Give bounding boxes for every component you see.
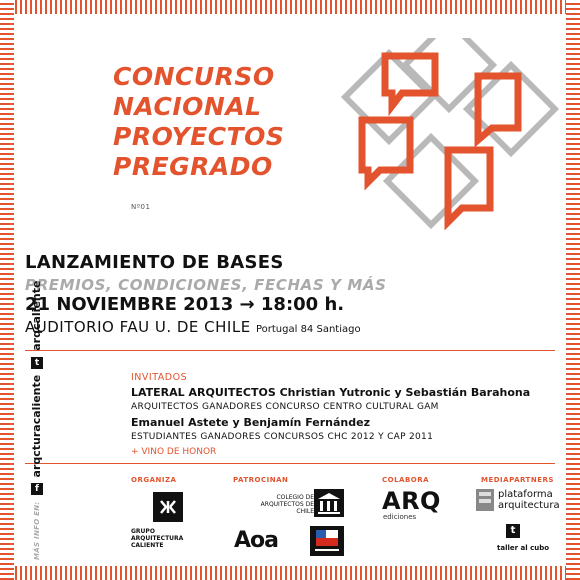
guests-header: INVITADOS: [131, 372, 188, 383]
gac-logo: [131, 492, 191, 549]
section-organiza: ORGANIZA: [131, 476, 177, 484]
speech-bubbles-logo-icon: [340, 38, 560, 238]
taller-al-cubo-icon: t: [506, 524, 520, 538]
divider-line: [25, 463, 555, 464]
subheadline: PREMIOS, CONDICIONES, FECHAS Y MÁS: [25, 276, 387, 294]
aoa-logo: Aoa: [234, 528, 278, 553]
plataforma-icon: [476, 489, 494, 511]
social-links: [30, 280, 90, 560]
gac-mark-icon: [153, 492, 183, 522]
government-logo-icon: [310, 526, 344, 556]
left-stripe-border: [0, 0, 14, 580]
headline: LANZAMIENTO DE BASES: [25, 252, 284, 273]
contest-title: [113, 62, 284, 182]
guests-block: [131, 370, 530, 460]
section-patrocinan: PATROCINAN: [233, 476, 289, 484]
divider-line: [25, 350, 555, 351]
event-date: 21 NOVIEMBRE 2013 → 18:00 h.: [25, 294, 345, 315]
title-line: NACIONAL: [113, 92, 262, 121]
gac-logo-text: GRUPO ARQUITECTURA CALIENTE: [131, 528, 184, 549]
cac-building-icon: [314, 489, 344, 517]
title-line: PREGRADO: [113, 152, 273, 181]
section-mediapartners: MEDIAPARTNERS: [481, 476, 554, 484]
facebook-icon[interactable]: f: [31, 483, 43, 495]
plataforma-text: plataforma: [498, 489, 553, 500]
twitter-icon[interactable]: t: [31, 357, 43, 369]
facebook-link[interactable]: arqcturacaliente: [30, 374, 43, 478]
twitter-link[interactable]: arqcaliente: [30, 280, 43, 351]
more-info-label: MÁS INFO EN:: [32, 501, 41, 560]
arq-logo-subtitle: ediciones: [383, 513, 417, 521]
section-colabora: COLABORA: [382, 476, 430, 484]
taller-al-cubo-text: taller al cubo: [497, 544, 550, 552]
bottom-stripe-border: [0, 566, 580, 580]
top-stripe-border: [0, 0, 580, 14]
venue-address: Portugal 84 Santiago: [255, 324, 361, 335]
cac-logo-text: COLEGIO DE ARQUITECTOS DE CHILE: [260, 494, 314, 515]
guest-description: ARQUITECTOS GANADORES CONCURSO CENTRO CULTURAL GAM: [131, 402, 439, 412]
event-venue: [25, 318, 361, 336]
wine-of-honor: + VINO DE HONOR: [131, 447, 217, 457]
title-line: PROYECTOS: [113, 122, 285, 151]
arq-logo: ARQ: [382, 487, 441, 515]
right-stripe-border: [566, 0, 580, 580]
guest-description: ESTUDIANTES GANADORES CONCURSOS CHC 2012 Y CAP 2011: [131, 432, 434, 442]
guest-name: LATERAL ARQUITECTOS Christian Yutronic y Sebastián Barahona: [131, 386, 531, 399]
plataforma-arquitectura-logo: [476, 489, 560, 515]
edition-number: Nº01: [131, 203, 151, 211]
arquitectura-text: arquitectura: [498, 500, 560, 511]
guest-name: Emanuel Astete y Benjamín Fernández: [131, 416, 370, 429]
title-line: CONCURSO: [113, 62, 275, 91]
venue-name: AUDITORIO FAU U. DE CHILE: [25, 318, 251, 336]
